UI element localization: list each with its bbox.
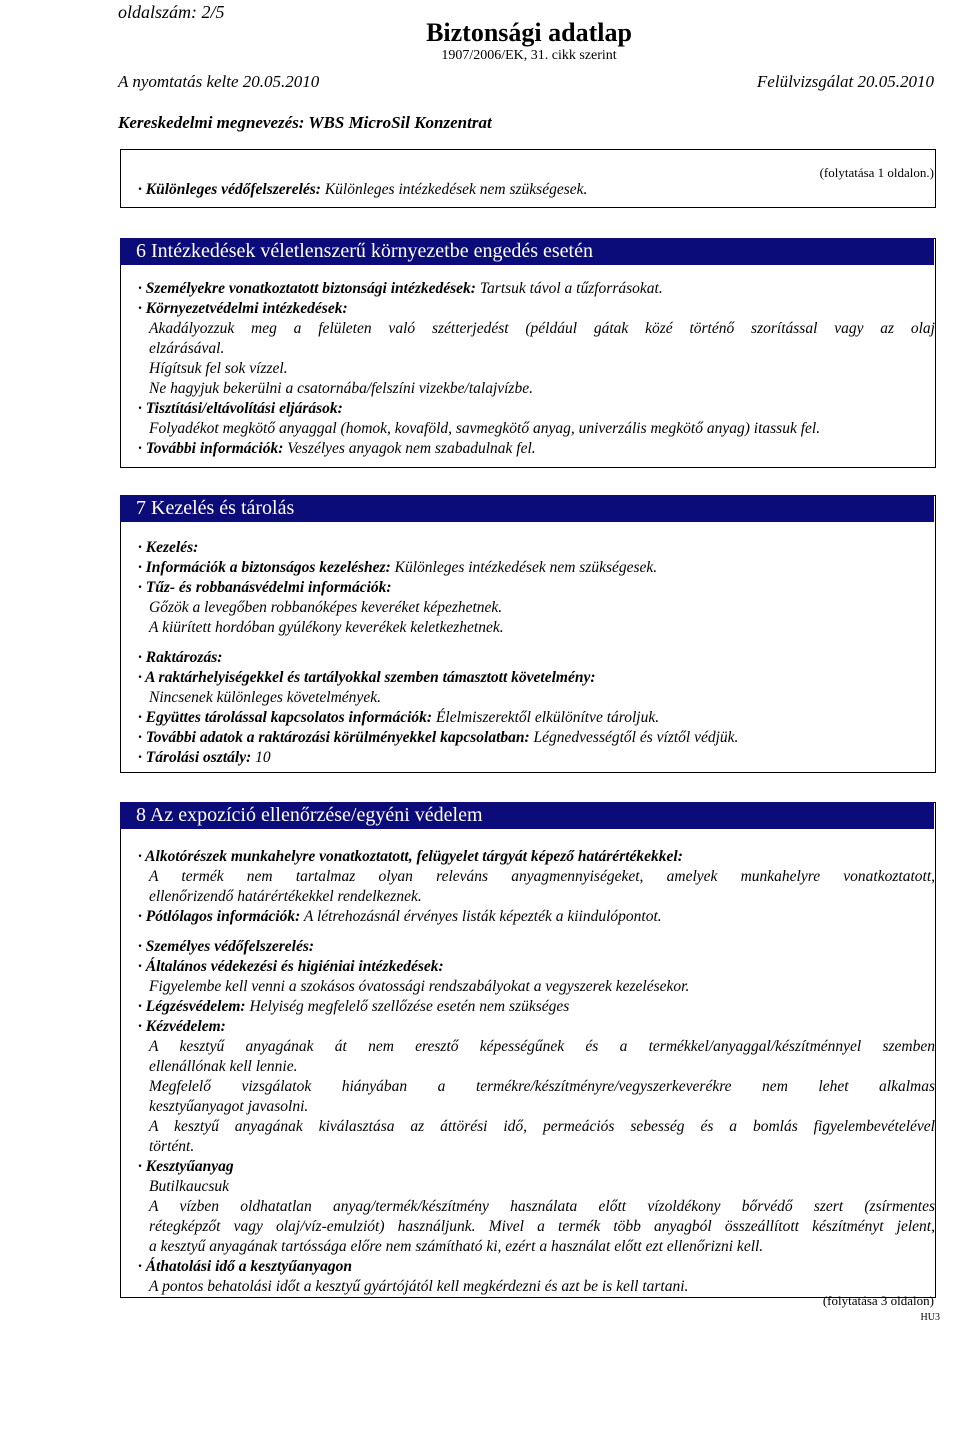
hand-protection-text: történt. — [149, 1138, 195, 1155]
storage-requirements-label: · A raktárhelyiségekkel és tartályokkal szemben támasztott követelmény: — [138, 669, 596, 686]
environmental-text: elzárásával. — [149, 340, 225, 357]
hand-protection-text: ellenállónak kell lennie. — [149, 1058, 298, 1075]
storage-conditions: · További adatok a raktározási körülményekkel kapcsolatban: Légnedvességtől és víztől védjük. — [138, 729, 739, 746]
additional-information: · További információk: Veszélyes anyagok nem szabadulnak fel. — [138, 440, 536, 457]
handling-label: · Kezelés: — [138, 539, 199, 556]
revision-date: Felülvizsgálat 20.05.2010 — [756, 72, 934, 91]
environmental-text: Ne hagyjuk bekerülni a csatornába/felszíni vizekbe/talajvízbe. — [149, 380, 533, 397]
section-7-title: 7 Kezelés és tárolás — [120, 495, 934, 522]
cleanup-methods-text: Folyadékot megkötő anyaggal (homok, kovaföld, savmegkötő anyag, univerzális megkötő anyag) itassuk fel. — [149, 420, 821, 437]
glove-material-label: · Kesztyűanyag — [138, 1158, 234, 1175]
footer-code: HU3 — [920, 1312, 940, 1323]
ppe-label: · Személyes védőfelszerelés: — [138, 938, 315, 955]
print-date: A nyomtatás kelte 20.05.2010 — [118, 72, 320, 91]
hygiene-measures-text: Figyelembe kell venni a szokásos óvatossági rendszabályokat a vegyszerek kezelésekor. — [149, 978, 690, 995]
respiratory-protection: · Légzésvédelem: Helyiség megfelelő szellőzése esetén nem szükséges — [138, 998, 570, 1015]
document-title: Biztonsági adatlap — [426, 18, 632, 47]
glove-material-text: A vízben oldhatatlan anyag/termék/készítmény használata előtt vízoldékony bőrvédő szert (zsírmentes — [149, 1198, 935, 1215]
hand-protection-text: A kesztyű anyagának kiválasztása az áttörési idő, permeációs sebesség és a bomlás figyelembevételével — [149, 1118, 935, 1135]
section-6-title: 6 Intézkedések véletlenszerű környezetbe engedés esetén — [120, 238, 934, 265]
hand-protection-text: Megfelelő vizsgálatok hiányában a termékre/készítményre/vegyszerkeverékre nem lehet alkalmas — [149, 1078, 935, 1095]
environmental-text: Hígítsuk fel sok vízzel. — [149, 360, 288, 377]
exposure-limits-text: ellenőrizendő határértékekkel rendelkeznek. — [149, 888, 422, 905]
glove-material-text: Butilkaucsuk — [149, 1178, 230, 1195]
fire-explosion-text: Gőzök a levegőben robbanóképes keveréket képezhetnek. — [149, 599, 503, 616]
supplementary-info: · Pótlólagos információk: A létrehozásnál érvényes listák képezték a kiindulópontot. — [138, 908, 662, 925]
glove-material-text: a kesztyű anyagának tartóssága előre nem számítható ki, ezért a használat előtt ezt ellenőrizni kell. — [149, 1238, 764, 1255]
trade-name: Kereskedelmi megnevezés: WBS MicroSil Konzentrat — [118, 113, 492, 132]
section-8-title: 8 Az expozíció ellenőrzése/egyéni védelem — [120, 802, 934, 829]
document-subtitle: 1907/2006/EK, 31. cikk szerint — [441, 48, 617, 63]
hand-protection-text: kesztyűanyagot javasolni. — [149, 1098, 309, 1115]
environmental-text: Akadályozzuk meg a felületen való szétterjedést (például gátak közé történő szorítással vagy az olaj — [149, 320, 935, 337]
page-number: oldalszám: 2/5 — [118, 2, 225, 22]
special-protective-equipment: · Különleges védőfelszerelés: Különleges intézkedések nem szükségesek. — [138, 181, 588, 198]
joint-storage-info: · Együttes tárolással kapcsolatos információk: Élelmiszerektől elkülönítve tároljuk. — [138, 709, 660, 726]
personal-precautions: · Személyekre vonatkoztatott biztonsági intézkedések: Tartsuk távol a tűzforrásokat. — [138, 280, 663, 297]
storage-label: · Raktározás: — [138, 649, 223, 666]
glove-material-text: rétegképzőt vagy olaj/víz-emulziót) használjunk. Mivel a termék több anyagból összeállított készítményt jelent, — [149, 1218, 935, 1235]
exposure-limits-label: · Alkotórészek munkahelyre vonatkoztatott, felügyelet tárgyát képező határértékekkel: — [138, 848, 683, 865]
penetration-time-label: · Áthatolási idő a kesztyűanyagon — [138, 1258, 353, 1275]
fire-explosion-label: · Tűz- és robbanásvédelmi információk: — [138, 579, 392, 596]
environmental-precautions-label: · Környezetvédelmi intézkedések: — [138, 300, 348, 317]
storage-class: · Tárolási osztály: 10 — [138, 749, 271, 766]
continued-from-note: (folytatása 1 oldalon.) — [819, 165, 934, 180]
hand-protection-label: · Kézvédelem: — [138, 1018, 226, 1035]
hand-protection-text: A kesztyű anyagának át nem eresztő képességűnek és a termékkel/anyaggal/készítménnyel szemben — [149, 1038, 935, 1055]
cleanup-methods-label: · Tisztítási/eltávolítási eljárások: — [138, 400, 343, 417]
fire-explosion-text: A kiürített hordóban gyúlékony keverékek keletkezhetnek. — [149, 619, 504, 636]
hygiene-measures-label: · Általános védekezési és higiéniai intézkedések: — [138, 958, 444, 975]
continued-on-note: (folytatása 3 oldalon) — [822, 1293, 934, 1308]
penetration-time-text: A pontos behatolási időt a kesztyű gyártójától kell megkérdezni és azt be is kell tartani. — [149, 1278, 689, 1295]
safe-handling-info: · Információk a biztonságos kezeléshez: Különleges intézkedések nem szükségesek. — [138, 559, 658, 576]
exposure-limits-text: A termék nem tartalmaz olyan releváns anyagmennyiségeket, amelyek munkahelyre vonatkoztatott, — [149, 868, 935, 885]
storage-requirements-text: Nincsenek különleges követelmények. — [149, 689, 381, 706]
